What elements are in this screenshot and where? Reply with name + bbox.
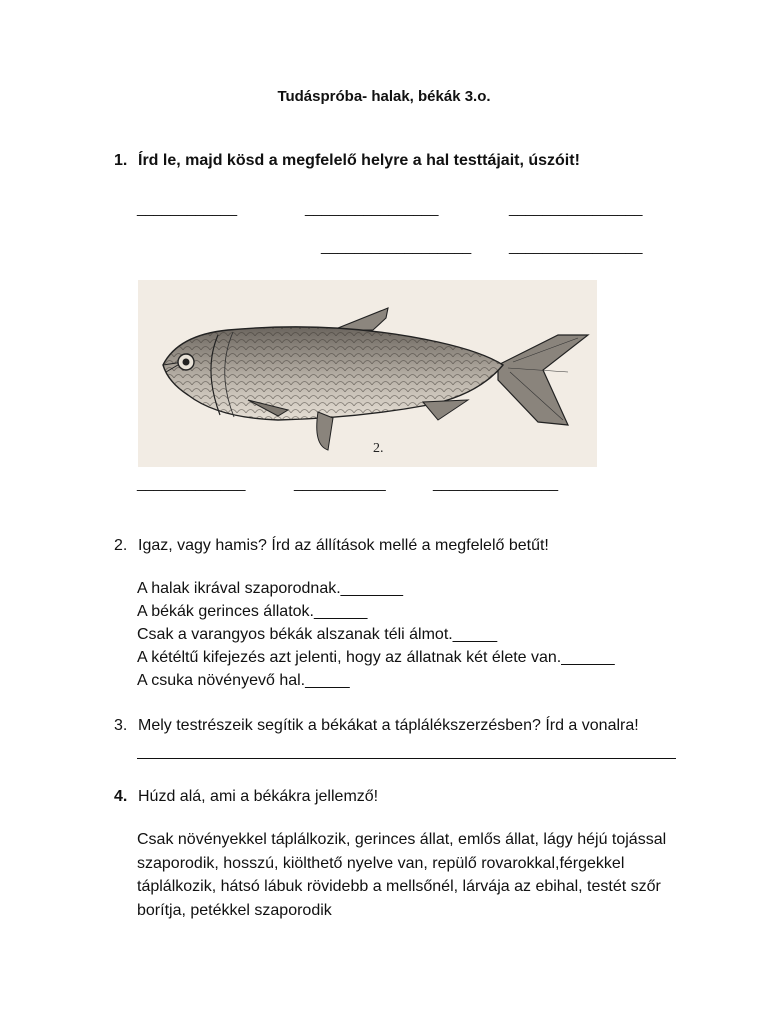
answer-blank[interactable]: ________________ [509, 200, 643, 217]
statement-item[interactable]: A halak ikrával szaporodnak._______ [137, 580, 403, 597]
question-text: Húzd alá, ami a békákra jellemző! [138, 788, 379, 805]
answer-blank[interactable]: ________________ [305, 200, 439, 217]
question-text: Mely testrészeik segítik a békákat a táplálékszerzésben? Írd a vonalra! [138, 717, 639, 734]
answer-blank[interactable]: _______________ [433, 475, 559, 492]
answer-blank[interactable]: __________________ [321, 238, 472, 255]
answer-blank[interactable]: ________________ [509, 238, 643, 255]
statement-item[interactable]: A békák gerinces állatok.______ [137, 603, 368, 620]
answer-blank[interactable]: ___________ [294, 475, 386, 492]
figure-label: 2. [373, 441, 384, 456]
question-text: Igaz, vagy hamis? Írd az állítások mellé a megfelelő betűt! [138, 537, 549, 554]
page-title: Tudáspróba- halak, békák 3.o. [277, 88, 491, 105]
question-1 [114, 152, 580, 170]
question-number: 1. [114, 152, 128, 169]
options-paragraph[interactable]: Csak növényekkel táplálkozik, gerinces állat, emlős állat, lágy héjú tojással szaporodik, hosszú, kiölthető nyelve van, repülő rovarokkal,férgekkel táplálkozik, hátsó lábuk rövidebb a mellsőnél, lárvája az ebihal, testét szőr borítja, petékkel szaporodik [137, 831, 667, 919]
answer-blank[interactable]: ____________ [137, 200, 238, 217]
answer-blank[interactable]: _____________ [137, 475, 246, 492]
answer-line[interactable] [137, 758, 676, 759]
statement-item[interactable]: A kétéltű kifejezés azt jelenti, hogy az állatnak két élete van.______ [137, 649, 615, 666]
statement-item[interactable]: A csuka növényevő hal._____ [137, 672, 350, 689]
statement-item[interactable]: Csak a varangyos békák alszanak téli álmot._____ [137, 626, 498, 643]
fish-drawing [138, 280, 597, 467]
question-number: 2. [114, 537, 128, 554]
question-4 [114, 788, 378, 806]
question-number: 4. [114, 788, 128, 805]
fish-illustration [138, 280, 597, 467]
question-number: 3. [114, 717, 128, 734]
question-2 [114, 537, 549, 555]
question-3 [114, 717, 639, 735]
question-text: Írd le, majd kösd a megfelelő helyre a hal testtájait, úszóit! [138, 152, 580, 169]
